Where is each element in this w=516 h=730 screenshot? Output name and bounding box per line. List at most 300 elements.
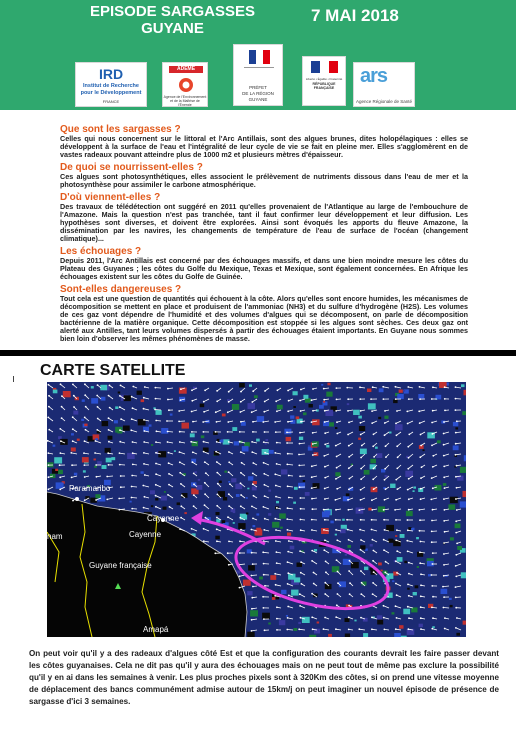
current-arrow-head [155,452,157,454]
drift-arrow-head [191,511,203,525]
current-arrow-head [335,410,337,412]
current-arrow-head [432,563,434,565]
sargassum-pixel [259,577,263,580]
current-arrow-head [228,391,230,393]
current-arrow-head [455,627,457,629]
current-arrow-head [263,563,265,565]
section-separator [0,350,516,356]
current-arrow-head [443,421,445,423]
current-arrow-head [373,433,375,435]
sargassum-pixel [200,404,205,408]
current-arrow-head [287,453,289,455]
current-arrow-head [408,509,410,511]
current-arrow-head [155,463,157,465]
current-arrow-head [371,617,373,619]
sargassum-pixel [298,622,301,624]
current-arrow-head [346,519,348,521]
sargassum-pixel [101,397,106,401]
sargassum-pixel [71,433,74,435]
sargassum-pixel [443,483,446,486]
current-arrow-head [251,506,253,508]
satellite-map-canvas [47,382,466,637]
sargassum-pixel [163,507,167,510]
current-arrow-head [443,444,445,446]
current-arrow-head [324,432,326,434]
current-arrow-head [203,528,205,530]
current-arrow-head [109,407,111,409]
sargassum-pixel [219,481,222,483]
current-arrow-head [205,472,207,474]
current-arrow-head [84,383,86,385]
current-arrow-head [431,422,433,424]
current-arrow-head [119,441,121,443]
sargassum-pixel [404,561,407,563]
current-arrow-head [109,385,111,387]
current-arrow-head [349,560,351,562]
sargassum-pixel [83,470,86,472]
ars-line1: Agence Régionale de Santé [355,99,413,104]
current-arrow-head [108,464,110,466]
current-arrow-head [444,617,446,619]
current-arrow-head [263,506,265,508]
episode-date: 7 MAI 2018 [311,6,399,25]
current-arrow-head [396,434,398,436]
sargassum-pixel [330,521,333,524]
current-arrow-head [443,596,445,598]
current-arrow-head [371,499,373,501]
current-arrow-head [337,571,339,573]
current-arrow-head [132,407,134,409]
current-arrow-head [455,576,457,578]
current-arrow-head [384,529,386,531]
current-arrow-head [298,454,300,456]
current-arrow-head [371,519,373,521]
current-arrow-head [215,411,217,413]
sargassum-pixel [293,502,296,504]
current-arrow-head [239,575,241,577]
current-arrow-head [48,406,50,408]
current-arrow-head [432,455,434,457]
current-arrow-head [286,442,288,444]
current-arrow-head [311,616,313,618]
current-arrow-head [335,478,337,480]
current-arrow-head [216,505,218,507]
current-arrow-head [276,618,278,620]
sargassum-pixel [413,487,416,489]
current-arrow-head [443,575,445,577]
current-arrow-head [407,606,409,608]
current-arrow-head [395,423,397,425]
current-arrow-head [323,549,325,551]
sargassum-pixel [450,497,458,503]
sargassum-pixel [266,439,269,441]
current-arrow-head [431,628,433,630]
current-arrow-head [167,388,169,390]
sargassum-pixel [347,403,349,405]
ird-line2: pour le Développement [80,90,142,96]
current-arrow-head [252,431,254,433]
current-arrow-head [143,463,145,465]
sargassum-pixel [449,598,452,600]
sargassum-pixel [463,621,466,625]
current-arrow-head [48,384,50,386]
current-arrow-head [119,406,121,408]
current-arrow-head [384,572,386,574]
sargassum-pixel [335,472,340,476]
sargassum-pixel [335,427,337,429]
current-arrow-head [72,428,74,430]
sargassum-pixel [286,615,288,617]
sargassum-pixel [302,617,310,623]
current-arrow-head [348,445,350,447]
current-arrow-head [205,517,207,519]
sargassum-pixel [291,590,298,596]
info-sections [60,124,468,346]
current-arrow-head [264,518,266,520]
current-arrow-head [420,606,422,608]
sargassum-pixel [272,597,276,600]
sargassum-pixel [455,524,461,529]
current-arrow [299,454,305,455]
current-arrow-head [72,500,74,502]
sargassum-pixel [297,563,303,567]
sargassum-pixel [294,577,300,582]
current-arrow-head [288,497,290,499]
current-arrow-head [228,471,230,473]
current-arrow-head [154,409,156,411]
current-arrow-head [168,473,170,475]
section-title: D'où viennent-elles ? [60,192,161,203]
current-arrow-head [455,554,457,556]
sargassum-pixel [394,633,401,637]
current-arrow-head [287,606,289,608]
current-arrow-head [239,517,241,519]
sargassum-pixel [137,391,142,395]
sargassum-pixel [127,453,135,459]
current-arrow-head [85,429,87,431]
current-arrow-head [60,440,62,442]
current-arrow-head [443,564,445,566]
sargassum-pixel [359,426,365,431]
sargassum-pixel [303,395,308,399]
current-arrow-head [217,494,219,496]
current-arrow-head [300,508,302,510]
sargassum-pixel [395,535,397,537]
current-arrow-head [323,455,325,457]
current-arrow-head [384,422,386,424]
episode-title [70,3,275,37]
current-arrow-head [385,561,387,563]
current-arrow-head [239,431,241,433]
current-arrow-head [276,410,278,412]
sargassum-pixel [453,422,458,426]
sargassum-pixel [150,490,155,494]
current-arrow-head [323,529,325,531]
current-arrow-head [311,399,313,401]
current-arrow-head [155,506,157,508]
sargassum-pixel [272,522,279,528]
section-body: Tout cela est une question de quantités qui échouent à la côte. Alors qu'elles sont encore humides, les mécanismes de décomposition se mettent en place et produisent de l'ammoniac (NH3) et du sulfure d'hydrogène (H2S). Les volumes de ces gaz vont dépendre de l'humidité et des volumes d'algues qui se décomposent, on parle de décomposition bactérienne de la matière organique. Cette décomposition est stoppée si les algues sont sèches. Ces deux gaz ont alerté aux Antilles, tant leurs volumes dispersés à partir des échouages étaient importants. En Guyane nous sommes bien loin d'observer les mêmes phénomènes de masse. [60,294,468,343]
current-arrow-head [324,582,326,584]
sargassum-pixel [450,537,454,540]
current-arrow-head [311,465,313,467]
current-arrow-head [347,434,349,436]
section-nutrition [60,162,468,189]
current-arrow-head [240,529,242,531]
current-arrow-head [384,468,386,470]
current-arrow-head [324,410,326,412]
current-arrow-head [395,519,397,521]
current-arrow-head [264,629,266,631]
current-arrow-head [299,605,301,607]
current-arrow-head [311,593,313,595]
sargassum-pixel [223,497,227,501]
current-arrow-head [298,628,300,630]
current-arrow-head [204,461,206,463]
current-arrow-head [251,630,253,632]
satellite-title: CARTE SATELLITE [40,362,186,379]
current-arrow-head [276,463,278,465]
sargassum-pixel [256,439,260,442]
sargassum-pixel [155,498,158,501]
sargassum-pixel [376,453,382,458]
sargassum-pixel [364,567,368,571]
current-arrow-head [168,409,170,411]
current-arrow-head [288,540,290,542]
section-body: Celles qui nous concernent sur le littoral et l'Arc Antillais, sont des algues brunes, dites holopélagiques : elles se développent à la surface de l'eau et l'intégralité de leur cycle de vie se fait en pleine mer. Elles s'agglomèrent en de vastes radeaux pouvant atteindre plus de 1000 m2 et plusieurs mètres d'épaisseur. [60,134,468,159]
sargassum-pixel [345,554,347,556]
current-arrow-head [444,531,446,533]
current-arrow-head [348,467,350,469]
current-arrow-head [264,495,266,497]
current-arrow-head [120,418,122,420]
current-arrow-head [178,410,180,412]
label-cayenne-inland: Cayenne [129,530,162,539]
sargassum-pixel [403,609,410,615]
current-arrow-head [59,428,61,430]
current-arrow-head [167,399,169,401]
current-arrow-head [287,485,289,487]
label-paramaribo: Paramaribo [69,484,111,493]
current-arrow-head [299,593,301,595]
current-arrow-head [383,605,385,607]
current-arrow-head [263,462,265,464]
current-arrow-head [396,529,398,531]
sargassum-pixel [326,392,332,397]
sargassum-pixel [249,384,252,386]
current-arrow-head [59,489,61,491]
label-nam: nam [47,532,63,541]
current-arrow-head [324,488,326,490]
sargassum-pixel [130,501,132,503]
current-arrow-head [419,562,421,564]
current-arrow-head [143,441,145,443]
sargassum-pixel [106,458,112,463]
current-arrow-head [180,388,182,390]
current-arrow-head [372,539,374,541]
current-arrow-head [407,446,409,448]
current-arrow-head [360,489,362,491]
current-arrow-head [287,507,289,509]
sargassum-pixel [327,383,330,386]
current-arrow-head [275,584,277,586]
current-arrow-head [455,432,457,434]
current-arrow-head [240,472,242,474]
current-arrow-head [216,441,218,443]
current-arrow-head [191,528,193,530]
current-arrow-head [443,466,445,468]
current-arrow-head [240,401,242,403]
current-arrow-head [348,422,350,424]
current-arrow-head [407,529,409,531]
current-arrow-head [167,431,169,433]
current-arrow-head [94,452,96,454]
current-arrow-head [251,411,253,413]
current-arrow-head [144,474,146,476]
sargassum-pixel [461,572,466,578]
current-arrow-head [277,389,279,391]
sargassum-pixel [198,479,200,481]
current-arrow-head [395,560,397,562]
current-arrow-head [48,452,50,454]
current-arrow-head [192,421,194,423]
sargassum-pixel [246,497,248,499]
current-arrow-head [419,530,421,532]
current-arrow-head [383,509,385,511]
sargassum-pixel [297,419,303,424]
current-arrow-head [443,455,445,457]
sargassum-pixel [256,513,259,515]
logo-republique [302,56,346,106]
current-arrow-head [420,498,422,500]
current-arrow-head [431,607,433,609]
sargassum-pixel [309,635,316,637]
current-arrow-head [251,401,253,403]
current-arrow-head [420,445,422,447]
sargassum-pixel [248,565,255,570]
sargassum-pixel [392,580,394,582]
sargassum-pixel [317,622,320,624]
current-arrow-head [262,421,264,423]
sargassum-pixel [305,492,310,496]
current-arrow-head [132,386,134,388]
sargassum-pixel [108,436,113,440]
current-arrow-head [203,431,205,433]
sargassum-pixel [368,403,376,409]
current-arrow-head [300,421,302,423]
republique-line1: Liberté • Égalité • Fraternité [305,77,343,81]
sargassum-pixel [222,520,226,523]
current-arrow-head [84,440,86,442]
logo-ars [353,62,415,107]
current-arrow-head [168,484,170,486]
sargassum-pixel [399,625,403,629]
current-arrow-head [155,441,157,443]
sargassum-pixel [250,610,258,616]
current-arrow-head [300,497,302,499]
sargassum-pixel [290,546,295,550]
current-arrow-head [252,390,254,392]
current-arrow-head [251,597,253,599]
current-arrow-head [335,499,337,501]
current-arrow-head [191,411,193,413]
current-arrow-head [348,509,350,511]
current-arrow-head [420,628,422,630]
current-arrow-head [85,406,87,408]
sargassum-pixel [196,485,202,490]
current-arrow-head [431,520,433,522]
current-arrow-head [239,540,241,542]
sargassum-pixel [386,525,394,531]
current-arrow-head [192,461,194,463]
current-arrow-head [262,551,264,553]
current-arrow-head [301,583,303,585]
sargassum-pixel [461,384,465,387]
sargassum-pixel [284,429,291,435]
sargassum-pixel [406,511,413,516]
current-arrow-head [204,504,206,506]
current-arrow-head [383,398,385,400]
current-arrow-head [431,398,433,400]
current-arrow-head [144,496,146,498]
current-arrow [443,586,449,587]
current-arrow-head [359,398,361,400]
current-arrow-head [252,473,254,475]
section-danger [60,284,468,343]
current-arrow-head [251,451,253,453]
current-arrow-head [203,451,205,453]
current-arrow-head [431,531,433,533]
current-arrow-head [312,443,314,445]
sargassum-pixel [363,633,368,637]
current-arrow-head [120,385,122,387]
current-arrow-head [275,496,277,498]
sargassum-pixel [270,575,276,580]
sargassum-pixel [455,427,458,429]
current-arrow-head [444,628,446,630]
current-arrow-head [407,489,409,491]
sargassum-pixel [55,469,58,471]
current-arrow-head [144,430,146,432]
sargassum-pixel [242,446,249,451]
current-arrow-head [263,618,265,620]
sargassum-pixel [177,502,180,505]
current-arrow-head [456,509,458,511]
current-arrow-head [286,432,288,434]
current-arrow-head [131,486,133,488]
current-arrow-head [455,597,457,599]
sargassum-pixel [314,549,317,552]
sargassum-pixel [248,403,256,409]
current-arrow-head [359,386,361,388]
sargassum-pixel [277,405,283,410]
sargassum-pixel [395,424,403,430]
current-arrow-head [130,429,132,431]
current-arrow-head [324,477,326,479]
current-arrow-head [275,485,277,487]
republique-line2: RÉPUBLIQUE FRANÇAISE [312,82,336,90]
current-arrow-head [396,594,398,596]
current-arrow-head [395,386,397,388]
sargassum-pixel [378,563,382,566]
sargassum-pixel [464,390,467,396]
current-arrow-head [239,552,241,554]
current-arrow-head [276,442,278,444]
current-arrow-head [179,528,181,530]
current-arrow-head [179,472,181,474]
current-arrow-head [155,495,157,497]
sargassum-pixel [423,449,425,451]
